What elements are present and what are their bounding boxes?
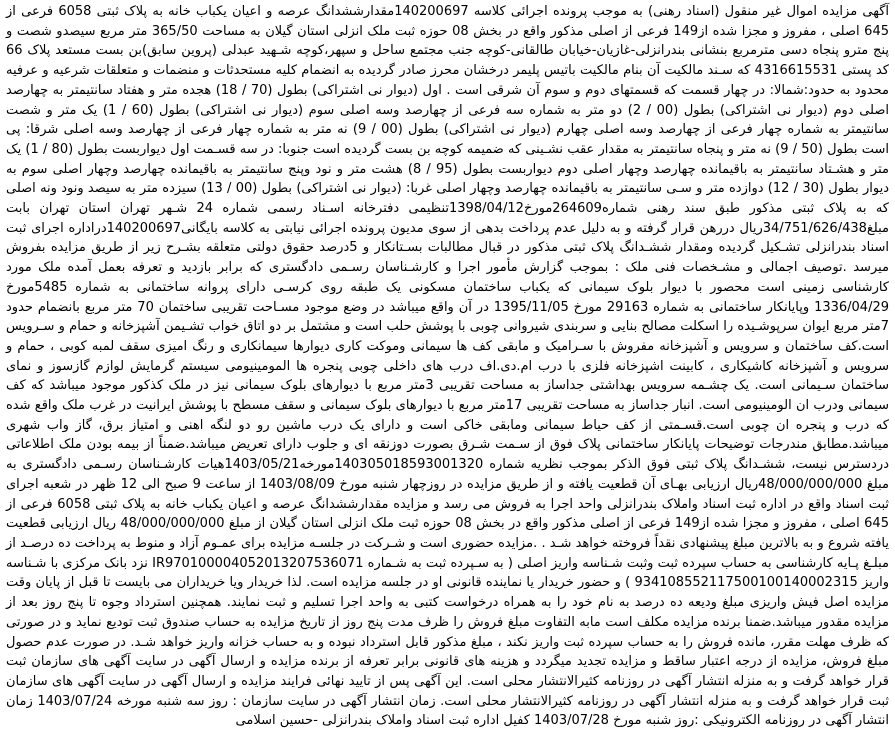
auction-notice-body: آگهی مزایده اموال غیر منقول (اسناد رهنی) به موجب پرونده اجرائی کلاسه 140200697مقدارششدانگ عرصه و اعیان یکباب خانه به پلاک ثبتی 6058 فرعی از 645 اصلی ، مفروز و مجزا شده از149 فرعی از اصلی مذکور واقع در بخش 08 حوزه ثبت ملک انزلی استان گیلان به مساحت 365/50 متر مربع سیصدو شصت و پنج مترو پنجاه دسی مترمربع بنشانی بندرانزلی-غازیان-خیابان طالقانی-کوچه جنب مجتمع ساحل و سپهر،کوچه شـهید عبدلی (پروین سابق)بن بست مستعد پلاک 66 کد پستی 4316615531 که سـند مالکیت آن بنام مالکیت باتیس پلیمر درخشان محرز صادر گردیده به انضمام کلیه مستحدثات و منضمات و متعلقات شرعیه و عرفیه محدود به حدود:شمالا: در چهار قسمت که قسمتهای دوم و سوم آن شرقی است . اول (دیوار نی اشتراکی) بطول (70 / 18) هجده متر و هفتاد سانتیمتر به چهارصد اصلی دوم (دیوار نی اشتراکی) بطول (00 / 2) دو متر به شماره سه فرعی از چهارصد وسه اصلی سوم (دیوار نی اشتراکی) بطول (60 / 1) یک متر و شصت سانتیمتر به شماره چهار فرعی از چهارصد وسه اصلی چهارم (دیوار نی اشتراکی) بطول (00 / 9) نه متر به شماره چهار فرعی از چهارصد وسه اصلی شرقا: پی است بطول (50 / 9) نه متر و پنجاه سانتیمتر به مقدار عقب نشـینی که ضمیمه کوچه بن بست گردیده است جنوبا: در سه قسـمت اول دیواربست بطول (80 / 1) یک متر و هشـتاد سانتیمتر به باقیمانده چهارصد وچهار اصلی دوم دیواربست بطول (95 / 8) هشت متر و نود وپنج سانتیمتر به باقیمانده چهارصد وچهار اصلی سوم به دیوار بطول (30 / 12) دوازده متر و سـی سانتیمتر به باقیمانده چهارصد وچهار اصلی غربا: (دیوار نی اشتراکی) بطول (00 / 13) سیزده متر به سیصد ونود ونه اصلی که به پلاک ثبتی مذکور طبق سند رهنی شماره264609مورخ1398/04/12تنظیمی دفترخانه اسـناد رسمی شماره 24 شـهر تهران استان تهران بابت مبلغ34/751/626/438ریال دررهن قرار گرفته و به دلیل عدم پرداخت بدهی از سوی مدیون پرونده اجرائی نیابتی به کلاسه بایگانی140200697دراداره اجرای ثبت اسناد بندرانزلی تشـکیل گردیده ومقدار ششـدانگ پلاک ثبتی مذکور در قبال مطالبات بسـتانکار و 5درصد حقوق دولتی متعلقه بشـرح زیر از طریق مزایده بفروش میرسد .توصیف اجمالی و مشـخصات فنی ملک : بموجب گزارش مأمور اجرا و کارشـناسان رسـمی دادگستری که برابر بازدید و تعرفه بعمل آمده ملک مورد کارشناسی زمینی است محصور با دیوار بلوک سیمانی که یکباب ساختمان مسکونی یک طبقه روی کرسـی دارای پروانه ساختمانی به شماره 5485مورخ 1336/04/29 وپایانکار ساختمانی به شماره 29163 مورخ 1395/11/05 در آن واقع میباشد در وضع موجود مسـاحت تقریبی ساختمان 70 متر مربع بانضمام حدود 7متر مربع ایوان سرپوشـیده را اسکلت مصالح بنایی و سربندی شیروانی چوبی با پوشش حلب است و مشتمل بر دو اتاق خواب تشـیمن آشپزخانه و حمام و سـرویس است.کف ساختمان و سرویس و آشپزخانه مفروش با سـرامیک و مابقی کف ها سیمانی وموکت کاری دیوارها سیمانکاری و رنگ امیزی سقف لمبه کوبی ، حمام و سرویس و آشپزخانه کاشیکاری ، کابینت اشپزخانه فلزی با درب ام.دی.اف درب های داخلی چوبی پنجره ها المومینیومی سیستم گرمایش لوازم گازسوز و نمای ساختمان سـیمانی است. یک چشـمه سرویس بهداشتی جداساز به مساحت تقریبی 3متر مربع با دیوارهای بلوک سیمانی نیز در ملک کذکور موجود میباشد که کف سیمانی ودرب ان الومینیومی است. انبار جداساز به مساحت تقریبی 17متر مربع با دیوارهای بلوک سیمانی و سقف مسطح با پوشش ایرانیت در غرب ملک واقع شده که درب و پنجره ان چوبی است.قسـمتی از کف حیاط سیمانی ومابقی خاکی است و دارای یک درب ماشین رو دو لنگه اهنی و امتیاز برق، گاز واب شهری میباشد.مطابق مندرجات توضیحات پایانکار ساختمانی پلاک فوق از سـمت شـرق بصورت دوزنقه ای و جلوب دارای تعریض میباشد.ضمناً از بیمه بودن ملک اطلاعاتی دردسترس نیست، ششـدانگ پلاک ثبتی فوق الذکر بموجب نظریه شماره 140305018593001320مورخه1403/05/21هیات کارشـناسان رسـمی دادگستری به مبلغ 48/000/000/000ریال ارزیابی بهـای آن قطعیت یافته و از طریق مزایده در روزچهار شنبه مورخ 1403/08/09 از ساعت 9 صبح الی 12 ظهر در شعبه اجرای ثبت اسناد واقع در اداره ثبت اسناد واملاک بندرانزلی واحد اجرا به فروش می رسد و مزایده مقدارششدانگ عرصه و اعیان یکباب خانه به پلاک ثبتی 6058 فرعی از 645 اصلی ، مفروز و مجزا شده از149 فرعی از اصلی مذکور واقع در بخش 08 حوزه ثبت ملک انزلی استان گیلان از مبلغ 48/000/000/000 ریال ارزیابی قطعیت یافته شروع و به بالاترین مبلغ پیشنهادی نقداً فروخته خواهد شـد . .مزایده حضوری است و شـرکت در جلسـه مزایده برای عمـوم آزاد و منوط به پرداخت ده درصـد از مبلـغ پـایه کارشناسی به حساب سپرده ثبت وثبت شـناسه واریز اصلی ( به سـپرده ثبت به شـماره IR970100004052013207536071 نزد بانک مرکزی با شـناسه واریز 934108552117500100140002315 ) و حضور خریدار یا نماینده قانونی او در جلسه مزایده است. لذا خریدار ویا خریداران می بایست تا قبل از پایان وقت مزایده اصل فیش واریزی مبلغ ودیعه ده درصد به نام خود را به همراه درخواست کتبی به واحد اجرا تسلیم و ثبت نمایند. همچنین استرداد وجوه تا پنج روز بعد از مزایده مقدور میباشد.ضمنا برنده مزایده مکلف است مابه التفاوت مبلغ فروش را ظرف مدت پنج روز از تاریخ مزایده به حساب صندوق ثبت تودیع نماید و در صورتی که ظرف مهلت مقرر، مانده فروش را به حساب سپرده ثبت واریز نکند ، مبلغ مذکور قابل استرداد نبوده و به حساب خزانه واریز خواهد شـد. در صورت عدم حصول مبلغ فروش، مزایده از درجه اعتبار ساقط و مزایده تجدید میگردد و هزینه های قانونی برابر تعرفه از برنده مزایده و ارسال آگهی در سایت آگهی های سازمان ثبت قرار خواهد گرفت و به منزله انتشار آگهی در روزنامه کثیرالانتشار محلی است. این آگهی پس از تایید نهائی فرایند مزایده و ارسال آگهی در سایت آگهی های سازمان ثبت قرار خواهد گرفت و به منزله انتشار آگهی در روزنامه کثیرالانتشار محلی است. زمان انتشار آگهی در سایت سازمان : روز سه شنبه مورخه 1403/07/24 زمان انتشار آگهی در روزنامه الکترونیکی :روز شنبه مورخ 1403/07/28 کفیل اداره ثبت اسناد واملاک بندرانزلی -حسین اسلامی <box>6 4 890 729</box>
